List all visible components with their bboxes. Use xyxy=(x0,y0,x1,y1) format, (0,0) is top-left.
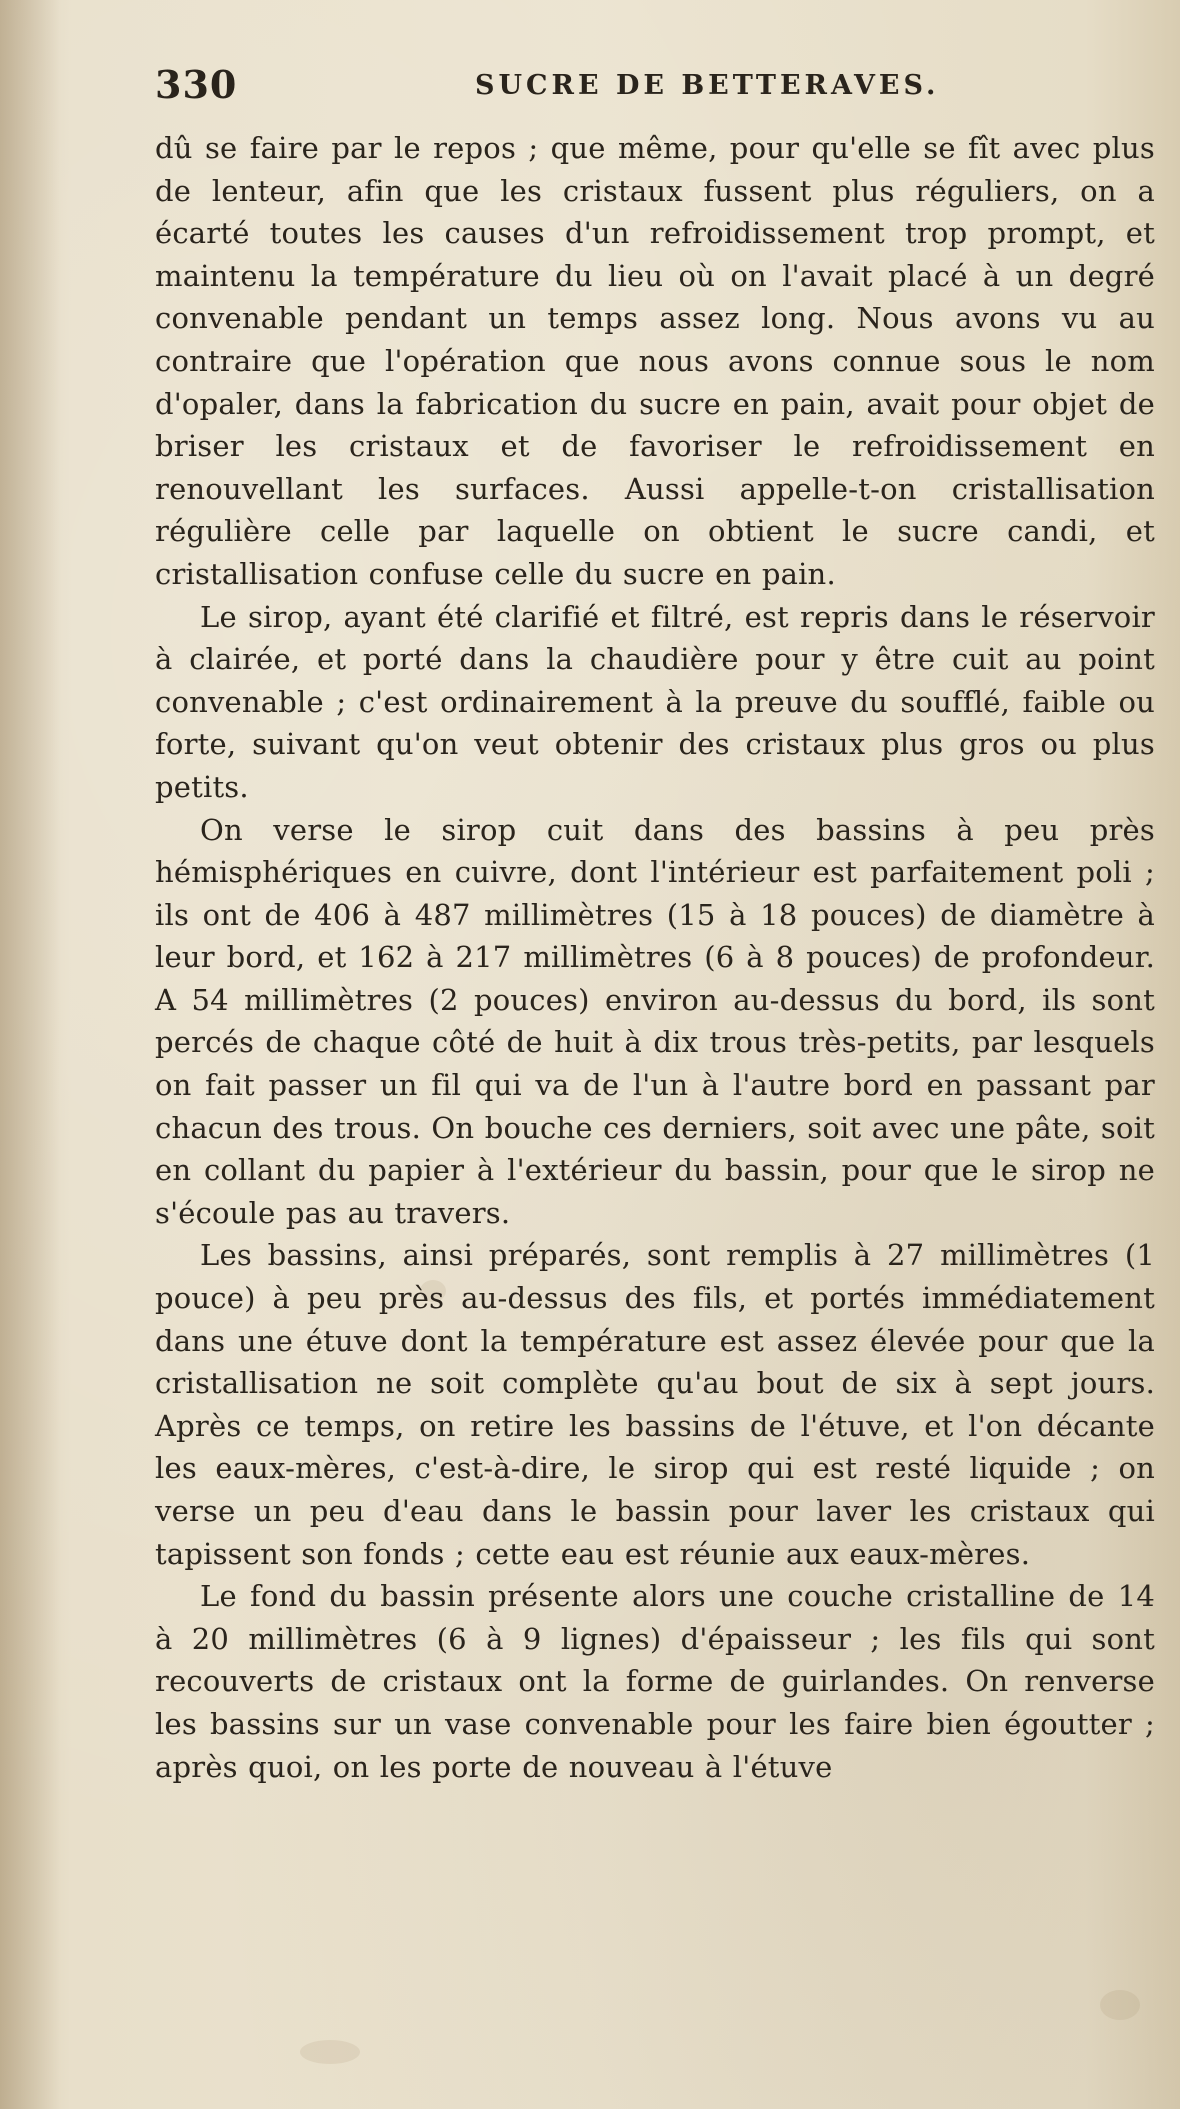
paragraph: Le sirop, ayant été clarifié et filtré, est repris dans le réservoir à clairée, et porté dans la chaudière pour y être cuit au point convenable ; c'est ordinairement à la preuve du soufflé, faible ou forte, suivant qu'on veut obtenir des cristaux plus gros ou plus petits. xyxy=(155,599,1155,804)
page-header xyxy=(155,62,1150,112)
paragraph: Le fond du bassin présente alors une couche cristalline de 14 à 20 millimètres (6 à 9 lignes) d'épaisseur ; les fils qui sont recouverts de cristaux ont la forme de guirlandes. On renverse les bassins sur un vase convenable pour les faire bien égoutter ; après quoi, on les porte de nouveau à l'étuve xyxy=(155,1579,1155,1784)
paragraph: Les bassins, ainsi préparés, sont remplis à 27 millimètres (1 pouce) à peu près au-dessus des fils, et portés immédiatement dans une étuve dont la température est assez élevée pour que la cristallisation ne soit complète qu'au bout de six à sept jours. Après ce temps, on retire les bassins de l'étuve, et l'on décante les eaux-mères, c'est-à-dire, le sirop qui est resté liquide ; on verse un peu d'eau dans le bassin pour laver les cristaux qui tapissent son fonds ; cette eau est réunie aux eaux-mères. xyxy=(155,1238,1155,1571)
running-title: SUCRE DE BETTERAVES. xyxy=(475,70,940,101)
paper-stain xyxy=(1100,1990,1140,2020)
page-number: 330 xyxy=(155,62,238,107)
paragraph: dû se faire par le repos ; que même, pour qu'elle se fît avec plus de lenteur, afin que les cristaux fussent plus réguliers, on a écarté toutes les causes d'un refroidissement trop prompt, et maintenu la température du lieu où on l'avait placé à un degré convenable pendant un temps assez long. Nous avons vu au contraire que l'opération que nous avons connue sous le nom d'opaler, dans la fabrication du sucre en pain, avait pour objet de briser les cristaux et de favoriser le refroidissement en renouvellant les surfaces. Aussi appelle-t-on cristallisation régulière celle par laquelle on obtient le sucre candi, et cristallisation confuse celle du sucre en pain. xyxy=(155,131,1155,591)
body-text xyxy=(155,127,1155,1788)
paragraph: On verse le sirop cuit dans des bassins à peu près hémisphériques en cuivre, dont l'intérieur est parfaitement poli ; ils ont de 406 à 487 millimètres (15 à 18 pouces) de diamètre à leur bord, et 162 à 217 millimètres (6 à 8 pouces) de profondeur. A 54 millimètres (2 pouces) environ au-dessus du bord, ils sont percés de chaque côté de huit à dix trous très-petits, par lesquels on fait passer un fil qui va de l'un à l'autre bord en passant par chacun des trous. On bouche ces derniers, soit avec une pâte, soit en collant du papier à l'extérieur du bassin, pour que le sirop ne s'écoule pas au travers. xyxy=(155,812,1155,1230)
paper-stain xyxy=(300,2040,360,2064)
page-gutter-shadow xyxy=(0,0,60,2109)
